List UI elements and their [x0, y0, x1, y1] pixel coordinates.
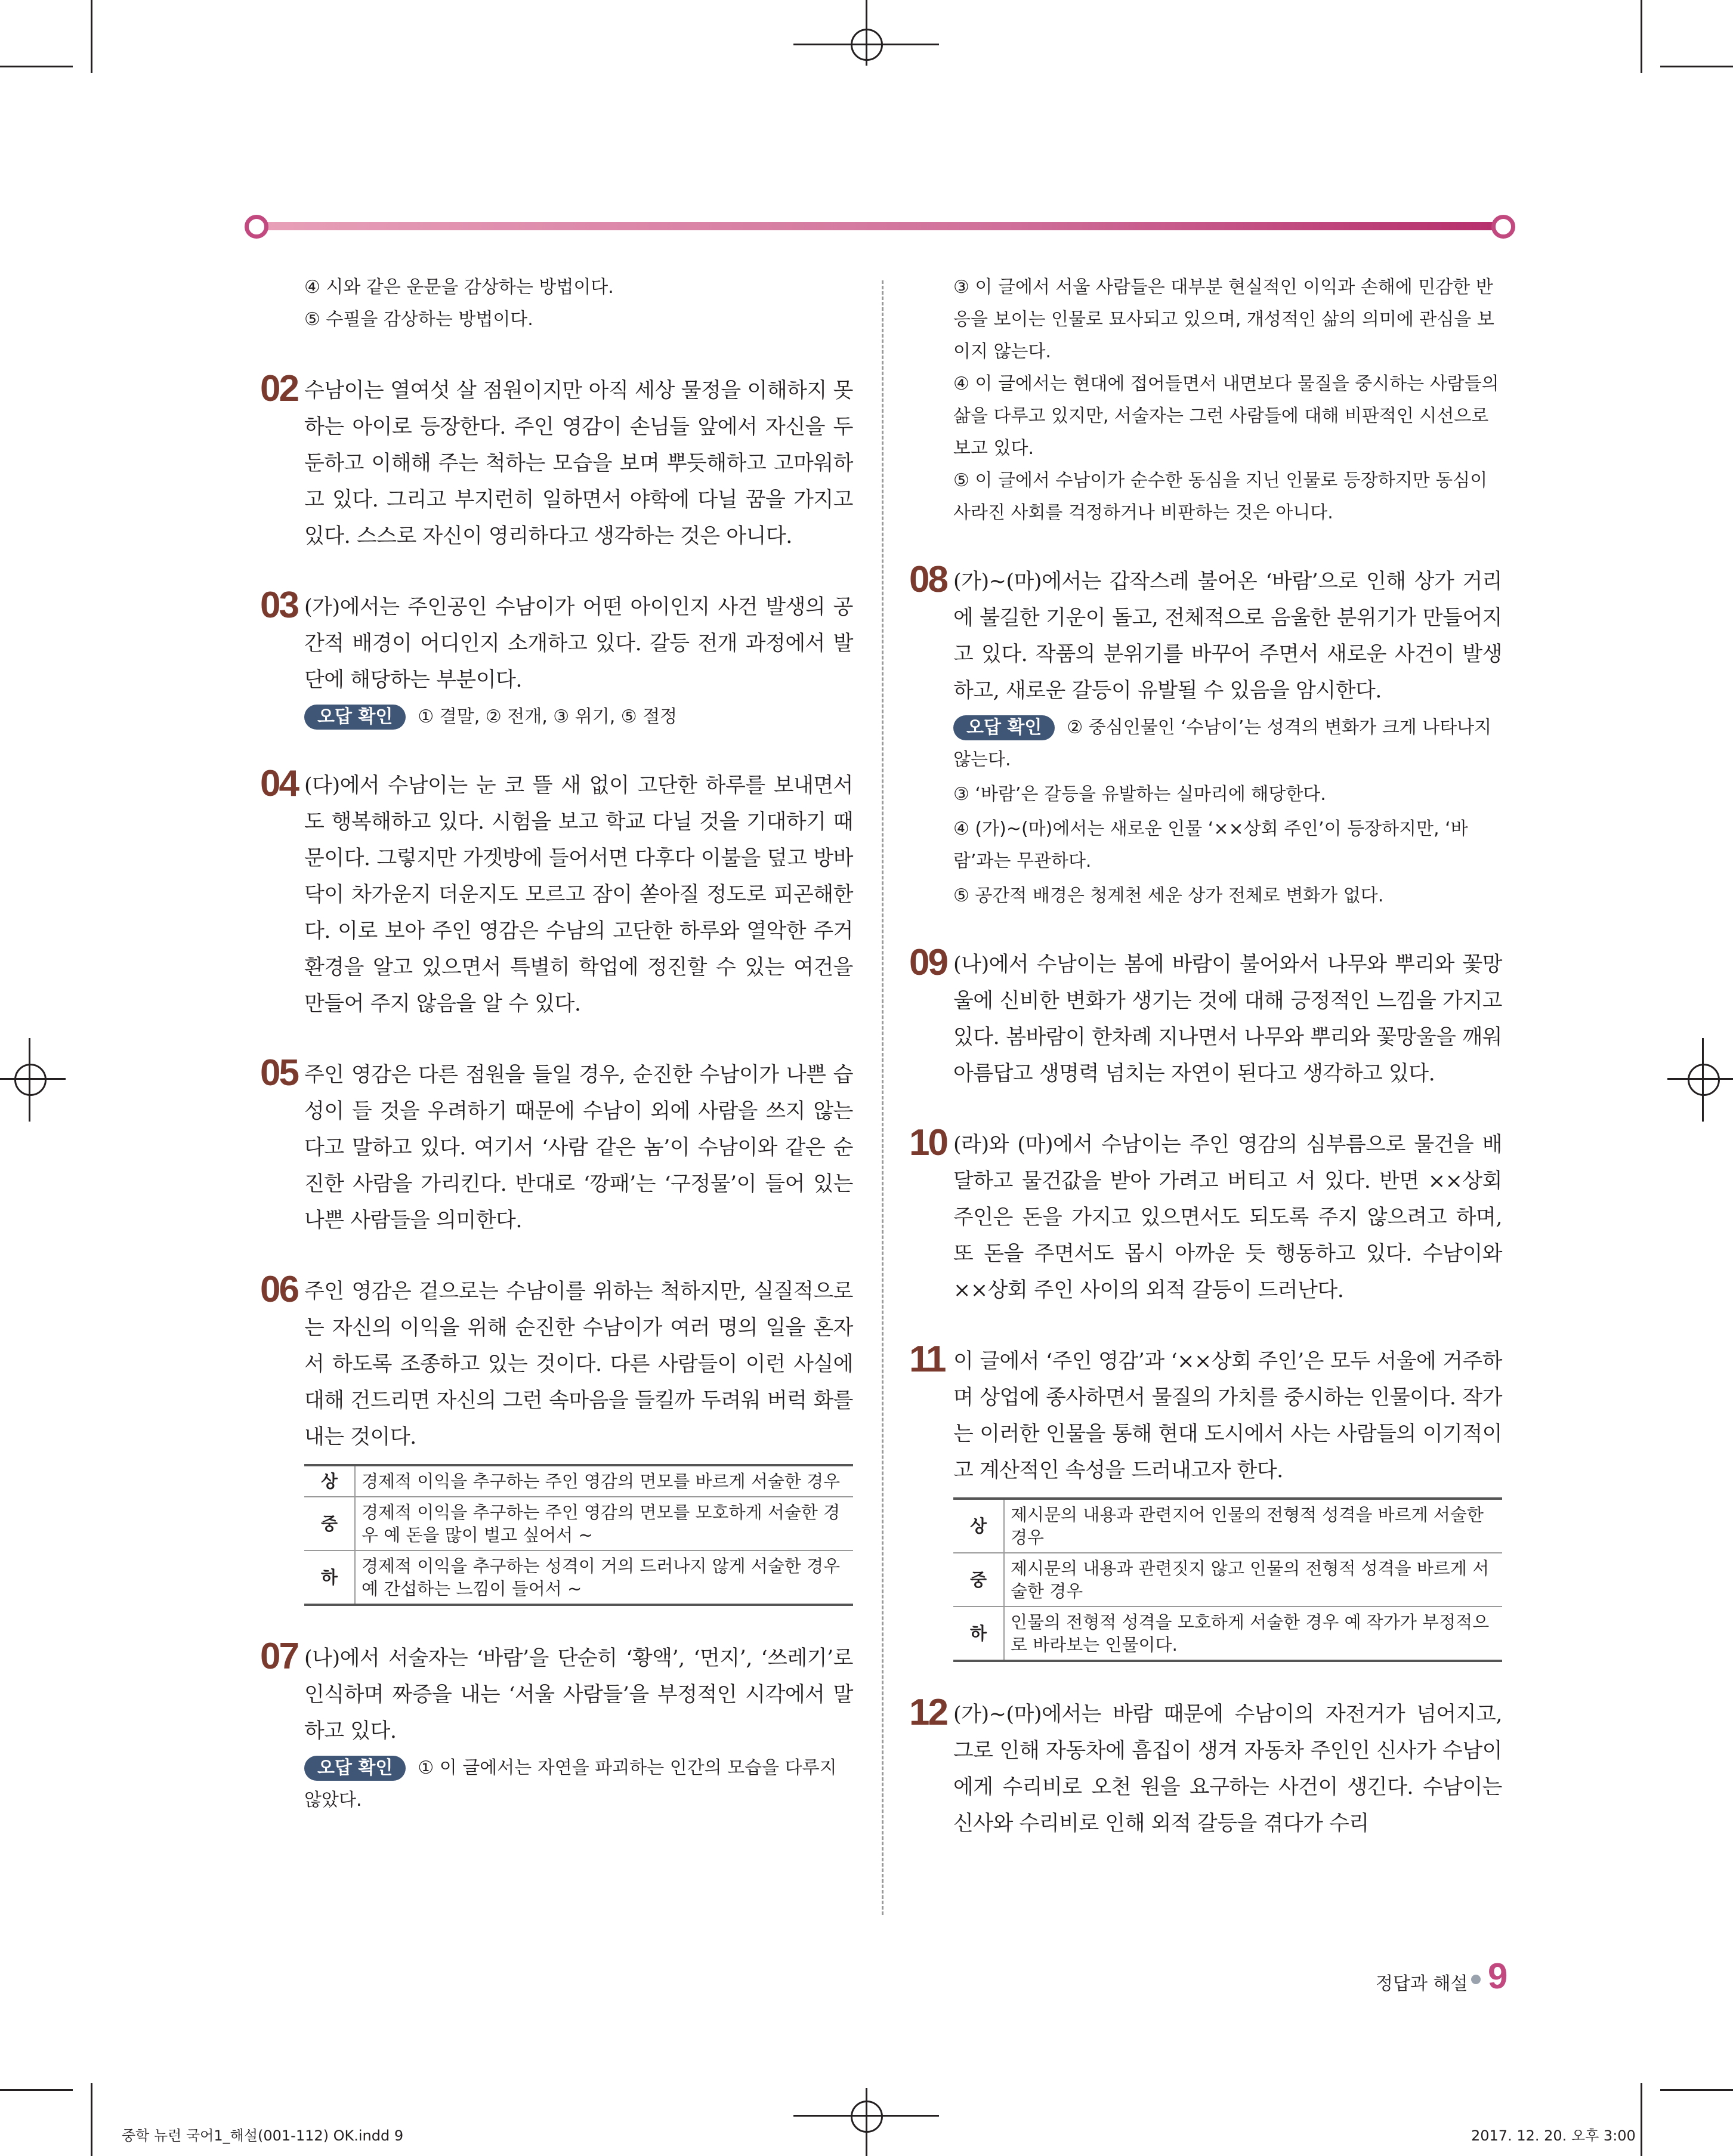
answer-05 [260, 1052, 853, 1239]
question-number: 07 [260, 1636, 298, 1677]
column-divider [882, 280, 884, 1915]
question-number: 10 [909, 1122, 947, 1163]
header-bar-knob-right [1491, 215, 1515, 239]
footer-label: 정답과 해설 [1376, 1973, 1468, 1994]
header-bar-knob-left [245, 215, 268, 239]
question-number: 06 [260, 1269, 298, 1310]
question-number: 12 [909, 1692, 947, 1733]
slug-file: 중학 뉴런 국어1_해설(001-112) OK.indd 9 [122, 2127, 404, 2144]
wrong-answer-note: ③ ‘바람’은 갈등을 유발하는 실마리에 해당한다. [953, 784, 1326, 805]
table-row: 상 경제적 이익을 추구하는 주인 영감의 면모를 바르게 서술한 경우 [304, 1465, 853, 1497]
answer-text: 주인 영감은 다른 점원을 들일 경우, 순진한 수남이가 나쁜 습성이 들 것을 우려하기 때문에 수남이 외에 사람을 쓰지 않는다고 말하고 있다. 여기서 ‘사람 같은 놈’이 수남이와 같은 순진한 사람을 가리킨다. 반대로 ‘깡패’는 ‘구정물’이 들어 있는 나쁜 사람들을 의미한다. [304, 1063, 853, 1233]
left-column [260, 271, 853, 1817]
answer-text: (라)와 (마)에서 수남이는 주인 영감의 심부름으로 물건을 배달하고 물건값을 받아 가려고 버티고 서 있다. 반면 ××상회 주인은 돈을 가지고 있으면서도 되도록 주지 않으려고 하며, 또 돈을 주면서도 몹시 아까운 듯 행동하고 있다. 수남이와 ××상회 주인 사이의 외적 갈등이 드러난다. [953, 1133, 1502, 1302]
question-number: 11 [909, 1339, 945, 1380]
question-number: 04 [260, 763, 298, 804]
question-number: 02 [260, 368, 298, 409]
crop-mark [1641, 0, 1642, 73]
registration-circle [14, 1064, 47, 1096]
choice-line: ⑤ 수필을 감상하는 방법이다. [304, 309, 533, 330]
choice-line: ④ 이 글에서는 현대에 접어들면서 내면보다 물질을 중시하는 사람들의 삶을 다루고 있지만, 서술자는 그런 사람들에 대해 비판적인 시선으로 보고 있다. [953, 373, 1499, 459]
answer-text: (가)에서는 주인공인 수남이가 어떤 아이인지 사건 발생의 공간적 배경이 어디인지 소개하고 있다. 갈등 전개 과정에서 발단에 해당하는 부분이다. [304, 595, 853, 692]
wrong-answer-note: 오답 확인 ① 이 글에서는 자연을 파괴하는 인간의 모습을 다루지 않았다. [304, 1752, 853, 1817]
crop-mark [0, 66, 73, 67]
answer-11 [909, 1339, 1502, 1662]
answer-09 [909, 942, 1502, 1092]
question-number: 09 [909, 942, 947, 983]
answer-text: 이 글에서 ‘주인 영감’과 ‘××상회 주인’은 모두 서울에 거주하며 상업에 종사하면서 물질의 가치를 중시하는 인물이다. 작가는 이러한 인물을 통해 현대 도시에서 사는 사람들의 이기적이고 계산적인 속성을 드러내고자 한다. [953, 1349, 1502, 1482]
table-row: 상 제시문의 내용과 관련지어 인물의 전형적 성격을 바르게 서술한 경우 [953, 1499, 1502, 1553]
wrong-answer-tag: 오답 확인 [304, 1756, 406, 1781]
wrong-answer-tag: 오답 확인 [953, 715, 1055, 740]
question-number: 08 [909, 559, 947, 600]
page-number: 9 [1488, 1956, 1508, 1996]
registration-circle [1688, 1064, 1720, 1096]
answer-text: (다)에서 수남이는 눈 코 뜰 새 없이 고단한 하루를 보내면서도 행복해하고 있다. 시험을 보고 학교 다닐 것을 기대하기 때문이다. 그렇지만 가겟방에 들어서면 다후다 이불을 덮고 방바닥이 차가운지 더운지도 모르고 잠이 쏟아질 정도로 피곤해한다. 이로 보아 주인 영감은 수남의 고단한 하루와 열악한 주거 환경을 알고 있으면서 특별히 학업에 정진할 수 있는 여건을 만들어 주지 않음을 알 수 있다. [304, 774, 853, 1016]
wrong-answer-note: ④ (가)~(마)에서는 새로운 인물 ‘××상회 주인’이 등장하지만, ‘바람’과는 무관하다. [953, 818, 1468, 872]
registration-circle [851, 29, 883, 61]
answer-06 [260, 1269, 853, 1606]
table-row: 하 경제적 이익을 추구하는 성격이 거의 드러나지 않게 서술한 경우 예 간섭하는 느낌이 들어서 ~ [304, 1550, 853, 1605]
table-row: 하 인물의 전형적 성격을 모호하게 서술한 경우 예 작가가 부정적으로 바라보는 인물이다. [953, 1607, 1502, 1661]
answer-text: 주인 영감은 겉으로는 수남이를 위하는 척하지만, 실질적으로는 자신의 이익을 위해 순진한 수남이가 여러 명의 일을 혼자서 하도록 조종하고 있는 것이다. 다른 사람들이 이런 사실에 대해 건드리면 자신의 그런 속마음을 들킬까 두려워 버럭 화를 내는 것이다. [304, 1280, 853, 1449]
answer-text: (가)~(마)에서는 바람 때문에 수남이의 자전거가 넘어지고, 그로 인해 자동차에 흠집이 생겨 자동차 주인인 신사가 수남이에게 수리비로 오천 원을 요구하는 사건이 생긴다. 수남이는 신사와 수리비로 인해 외적 갈등을 겪다가 수리 [953, 1703, 1502, 1836]
crop-mark [1660, 66, 1733, 67]
answer-10 [909, 1122, 1502, 1309]
answer-04 [260, 763, 853, 1023]
grading-table [953, 1497, 1502, 1662]
answer-text: (가)~(마)에서는 갑작스레 불어온 ‘바람’으로 인해 상가 거리에 불길한 기운이 돌고, 전체적으로 음울한 분위기가 만들어지고 있다. 작품의 분위기를 바꾸어 주면서 새로운 사건이 발생하고, 새로운 갈등이 유발될 수 있음을 암시한다. [953, 570, 1502, 703]
crop-mark [1660, 2089, 1733, 2091]
wrong-answer-note: 오답 확인 ② 중심인물인 ‘수남이’는 성격의 변화가 크게 나타나지 않는다. [953, 712, 1502, 776]
answer-02 [260, 368, 853, 555]
answer-08 [909, 559, 1502, 912]
question-number: 03 [260, 585, 298, 626]
wrong-answer-tag: 오답 확인 [304, 705, 406, 730]
answer-03 [260, 585, 853, 733]
answer-text: 수남이는 열여섯 살 점원이지만 아직 세상 물정을 이해하지 못하는 아이로 등장한다. 주인 영감이 손님들 앞에서 자신을 두둔하고 이해해 주는 척하는 모습을 보며 뿌듯해하고 고마워하고 있다. 그리고 부지런히 일하면서 야학에 다닐 꿈을 가지고 있다. 스스로 자신이 영리하다고 생각하는 것은 아니다. [304, 379, 853, 548]
registration-circle [851, 2101, 883, 2133]
table-row: 중 경제적 이익을 추구하는 주인 영감의 면모를 모호하게 서술한 경우 예 돈을 많이 벌고 싶어서 ~ [304, 1497, 853, 1550]
choice-line: ④ 시와 같은 운문을 감상하는 방법이다. [304, 277, 614, 298]
answer-text: (나)에서 서술자는 ‘바람’을 단순히 ‘황액’, ‘먼지’, ‘쓰레기’로 인식하며 짜증을 내는 ‘서울 사람들’을 부정적인 시각에서 말하고 있다. [304, 1647, 853, 1743]
header-bar [253, 222, 1500, 230]
answer-text: (나)에서 수남이는 봄에 바람이 불어와서 나무와 뿌리와 꽃망울에 신비한 변화가 생기는 것에 대해 긍정적인 느낌을 가지고 있다. 봄바람이 한차례 지나면서 나무와 뿌리와 꽃망울을 깨워 아름답고 생명력 넘치는 자연이 된다고 생각하고 있다. [953, 953, 1502, 1086]
right-column [909, 271, 1502, 1842]
wrong-answer-note: 오답 확인 ① 결말, ② 전개, ③ 위기, ⑤ 절정 [304, 701, 853, 733]
wrong-answer-note: ⑤ 공간적 배경은 청계천 세운 상가 전체로 변화가 없다. [953, 885, 1384, 906]
footer-dot [1471, 1975, 1481, 1984]
answer-07 [260, 1636, 853, 1817]
choice-line: ③ 이 글에서 서울 사람들은 대부분 현실적인 이익과 손해에 민감한 반응을 보이는 인물로 묘사되고 있으며, 개성적인 삶의 의미에 관심을 보이지 않는다. [953, 277, 1494, 362]
crop-mark [1641, 2083, 1642, 2156]
crop-mark [91, 2083, 92, 2156]
table-row: 중 제시문의 내용과 관련짓지 않고 인물의 전형적 성격을 바르게 서술한 경우 [953, 1553, 1502, 1607]
choice-line: ⑤ 이 글에서 수남이가 순수한 동심을 지닌 인물로 등장하지만 동심이 사라진 사회를 걱정하거나 비판하는 것은 아니다. [953, 470, 1488, 523]
question-number: 05 [260, 1052, 298, 1094]
crop-mark [0, 2089, 73, 2091]
crop-mark [91, 0, 92, 73]
answer-12 [909, 1692, 1502, 1842]
grading-table [304, 1464, 853, 1606]
slug-date: 2017. 12. 20. 오후 3:00 [1471, 2127, 1636, 2144]
